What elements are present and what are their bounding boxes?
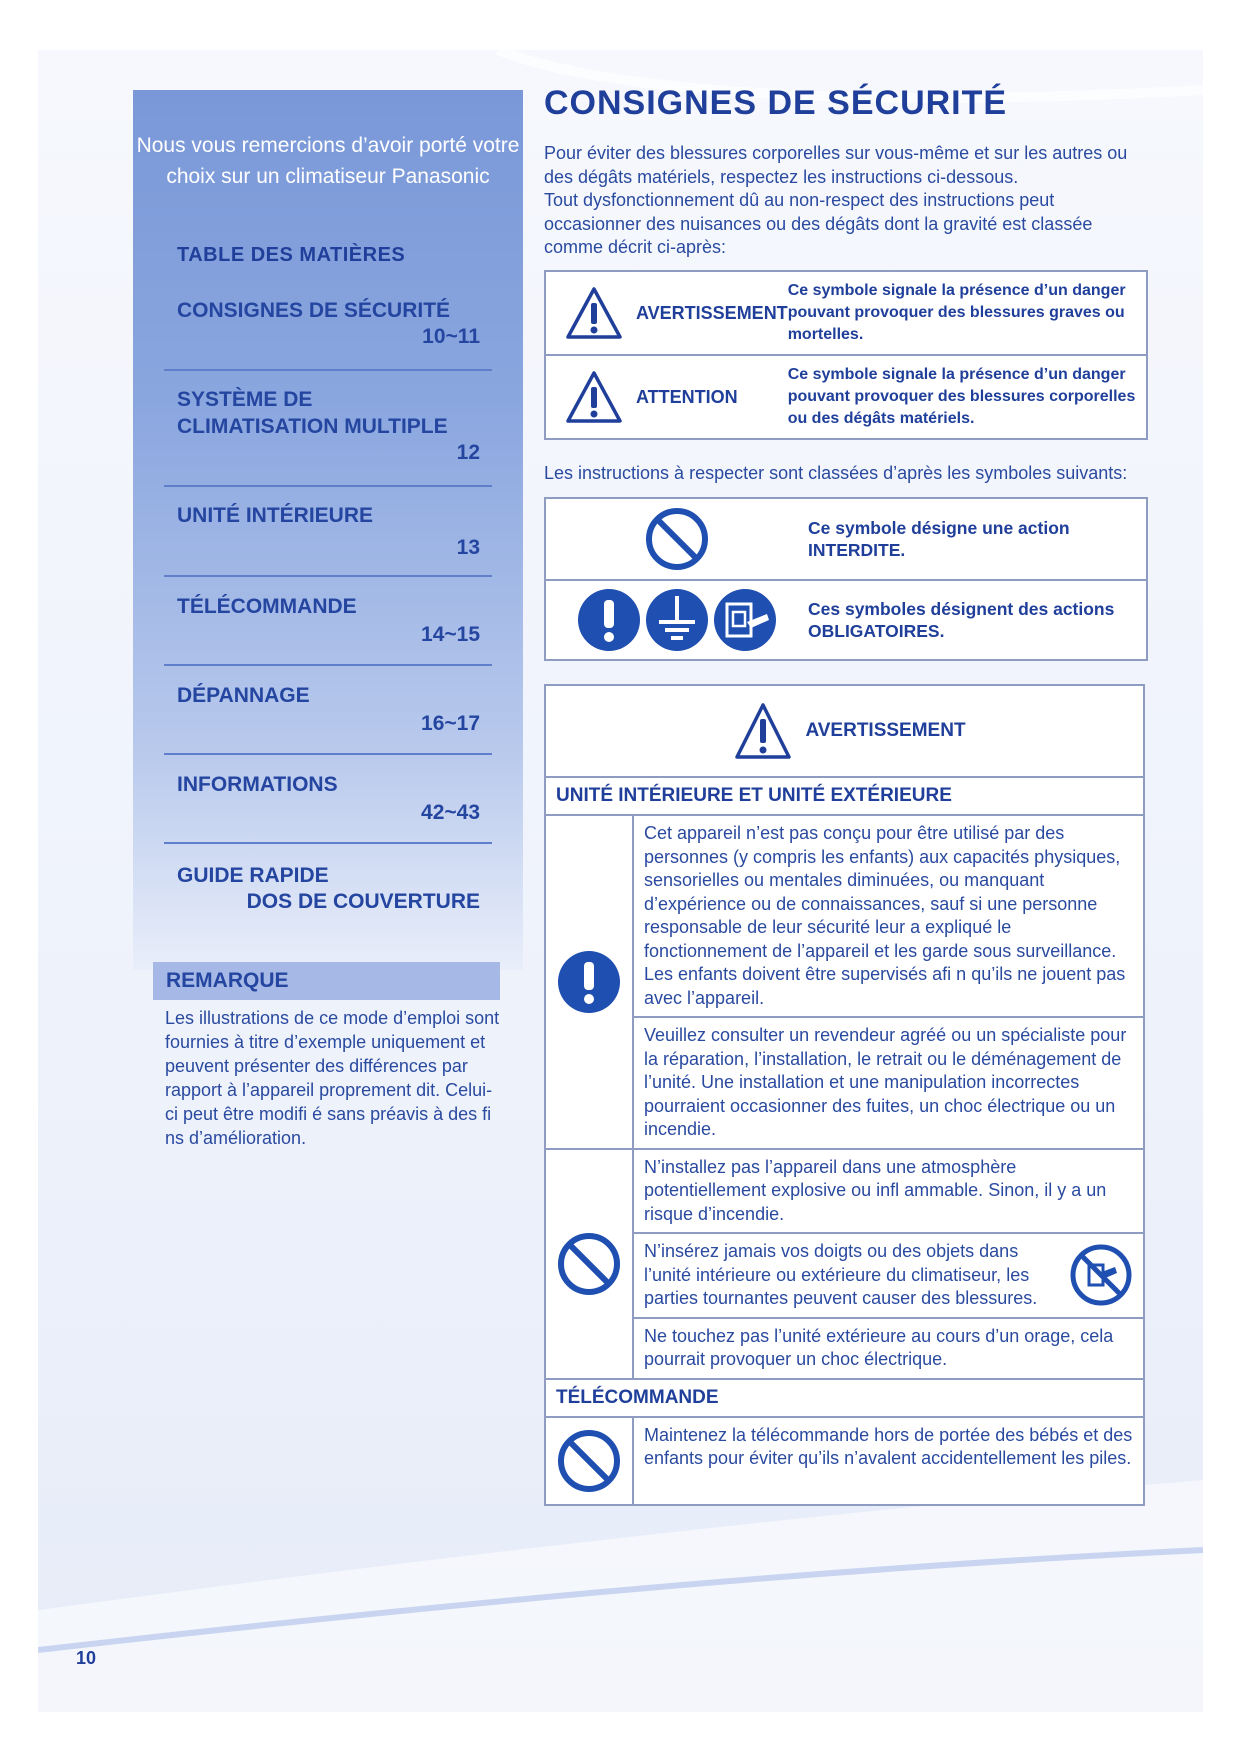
prohibited-icon — [556, 1231, 622, 1297]
severity-row — [545, 271, 1147, 355]
toc-separator — [164, 753, 492, 755]
page-title: CONSIGNES DE SÉCURITÉ — [544, 84, 1008, 122]
warning-box — [544, 684, 1145, 1506]
toc-separator — [164, 664, 492, 666]
intro-text — [544, 142, 1149, 260]
section-heading: TÉLÉCOMMANDE — [545, 1379, 1144, 1417]
severity-label: AVERTISSEMENT — [636, 302, 788, 323]
remark-title: REMARQUE — [153, 962, 500, 1000]
severity-description: Ce symbole signale la présence d’un danger pouvant provoquer des blessures corporelles ou des dégâts matériels. — [787, 366, 1136, 427]
symbol-desc-cell — [808, 580, 1147, 660]
page-number: 10 — [76, 1648, 97, 1668]
ground-connection-icon — [645, 588, 709, 652]
toc-title: TABLE DES MATIÈRES — [177, 244, 406, 266]
instruction-row — [545, 1417, 1144, 1505]
toc-item-safety[interactable] — [164, 297, 492, 350]
toc-item-label: UNITÉ INTÉRIEURE — [177, 504, 374, 527]
toc-item-pages: 14~15 — [421, 623, 480, 646]
symbol-description: Ce symbole désigne une action INTERDITE. — [808, 518, 1070, 560]
severity-cell — [545, 355, 788, 439]
severity-description: Ce symbole signale la présence d’un danger pouvant provoquer des blessures graves ou mortelles. — [787, 282, 1126, 343]
thanks-text: Nous vous remercions d’avoir porté votre choix sur un climatiseur Panasonic — [136, 134, 520, 188]
toc-item-pages: 12 — [456, 441, 480, 464]
severity-cell — [545, 271, 788, 355]
unplug-icon — [713, 588, 777, 652]
toc-item-pages: 13 — [456, 536, 480, 559]
section-header-row — [545, 777, 1144, 815]
instruction-cell — [633, 1233, 1144, 1318]
instruction-text: N’installez pas l’appareil dans une atmosphère potentiellement explosive ou infl ammable. Sinon, il y a un risque d’incendie. — [633, 1149, 1144, 1234]
warning-box-header — [545, 685, 1144, 777]
no-fingers-icon — [1069, 1243, 1133, 1307]
toc-item-pages: 42~43 — [421, 801, 480, 824]
toc-item-label: CONSIGNES DE SÉCURITÉ — [177, 299, 451, 322]
warning-box-title: AVERTISSEMENT — [805, 720, 966, 741]
symbol-row — [545, 580, 1147, 660]
toc-separator — [164, 842, 492, 844]
severity-desc-cell — [788, 271, 1147, 355]
prohibited-icon — [644, 506, 710, 572]
symbol-desc-cell — [808, 498, 1147, 580]
toc-separator — [164, 575, 492, 577]
intro-paragraph: Pour éviter des blessures corporelles sur vous-même et sur les autres ou des dégâts matériels, respectez les instructions ci-dessous. — [544, 143, 1128, 187]
mandatory-action-icon — [577, 588, 641, 652]
section-header-row — [545, 1379, 1144, 1417]
severity-desc-cell — [788, 355, 1147, 439]
toc-item-label: SYSTÈME DE CLIMATISATION MULTIPLE — [177, 388, 448, 438]
toc-separator — [164, 369, 492, 371]
instruction-text: Veuillez consulter un revendeur agréé ou un spécialiste pour la réparation, l’installation, le retrait ou le déménagement de l’unité. Une installation et une manipulation incorrectes pourraient occasionner des fuites, un choc électrique ou un incendie. — [633, 1017, 1144, 1149]
warning-triangle-icon — [564, 285, 624, 341]
toc-item-label: TÉLÉCOMMANDE — [177, 595, 357, 618]
toc-separator — [164, 485, 492, 487]
prohibited-icon-cell — [545, 1149, 633, 1379]
warning-triangle-icon — [733, 701, 793, 761]
symbol-description: Ces symboles désignent des actions OBLIGATOIRES. — [808, 599, 1115, 641]
prohibited-icon-cell — [545, 1417, 633, 1505]
instruction-row — [545, 1149, 1144, 1234]
severity-row — [545, 355, 1147, 439]
warning-box-header-row — [545, 685, 1144, 777]
symbol-row — [545, 498, 1147, 580]
toc-item-label: GUIDE RAPIDE — [177, 864, 329, 887]
instruction-text: Maintenez la télécommande hors de portée des bébés et des enfants pour éviter qu’ils n’avalent accidentellement les piles. — [633, 1417, 1144, 1505]
symbol-icon-cell — [545, 580, 808, 660]
toc-item-information[interactable] — [164, 771, 492, 826]
toc-item-label: INFORMATIONS — [177, 773, 338, 796]
prohibited-icon — [556, 1428, 622, 1494]
toc-item-indoor-unit[interactable] — [164, 502, 492, 561]
classed-text: Les instructions à respecter sont classées d’après les symboles suivants: — [544, 463, 1128, 483]
remark-text: Les illustrations de ce mode d’emploi sont fournies à titre d’exemple uniquement et peuvent présenter des différences par rapport à l’appareil proprement dit. Celui-ci peut être modifi é sans préavis à des fi ns d’amélioration. — [165, 1008, 500, 1148]
instruction-row — [545, 1233, 1144, 1318]
instruction-text: Ne touchez pas l’unité extérieure au cours d’un orage, cela pourrait provoquer un choc électrique. — [633, 1318, 1144, 1379]
mandatory-icon-cell — [545, 815, 633, 1149]
instruction-row — [545, 815, 1144, 1017]
instruction-row — [545, 1017, 1144, 1149]
toc-item-multi-system[interactable] — [164, 386, 492, 466]
toc-item-label: DÉPANNAGE — [177, 684, 310, 707]
instruction-text: Cet appareil n’est pas conçu pour être utilisé par des personnes (y compris les enfants) aux capacités physiques, sensorielles ou mentales diminuées, ou manquant d’expérience ou de connaissances, sauf si une personne responsable de leur sécurité leur a expliqué le fonctionnement de l’appareil et les garde sous surveillance. Les enfants doivent être supervisés afi n qu’ils ne jouent pas avec l’appareil. — [633, 815, 1144, 1017]
symbol-icon-cell — [545, 498, 808, 580]
section-heading: UNITÉ INTÉRIEURE ET UNITÉ EXTÉRIEURE — [545, 777, 1144, 815]
instruction-row — [545, 1318, 1144, 1379]
caution-triangle-icon — [564, 369, 624, 425]
toc-item-troubleshooting[interactable] — [164, 682, 492, 737]
severity-table — [544, 270, 1148, 440]
toc-item-pages: DOS DE COUVERTURE — [246, 890, 480, 913]
toc-item-pages: 16~17 — [421, 712, 480, 735]
mandatory-action-icon — [557, 950, 621, 1014]
symbol-legend-table — [544, 497, 1148, 661]
toc-item-pages: 10~11 — [422, 325, 480, 348]
instruction-text: N’insérez jamais vos doigts ou des objets dans l’unité intérieure ou extérieure du climatiseur, les parties tournantes peuvent causer des blessures. — [644, 1241, 1038, 1308]
intro-paragraph: Tout dysfonctionnement dû au non-respect des instructions peut occasionner des nuisances ou des dégâts dont la gravité est classée comme décrit ci-après: — [544, 190, 1093, 257]
severity-label: ATTENTION — [636, 386, 738, 407]
toc-item-quick-guide[interactable] — [164, 862, 492, 915]
toc-item-remote[interactable] — [164, 593, 492, 648]
